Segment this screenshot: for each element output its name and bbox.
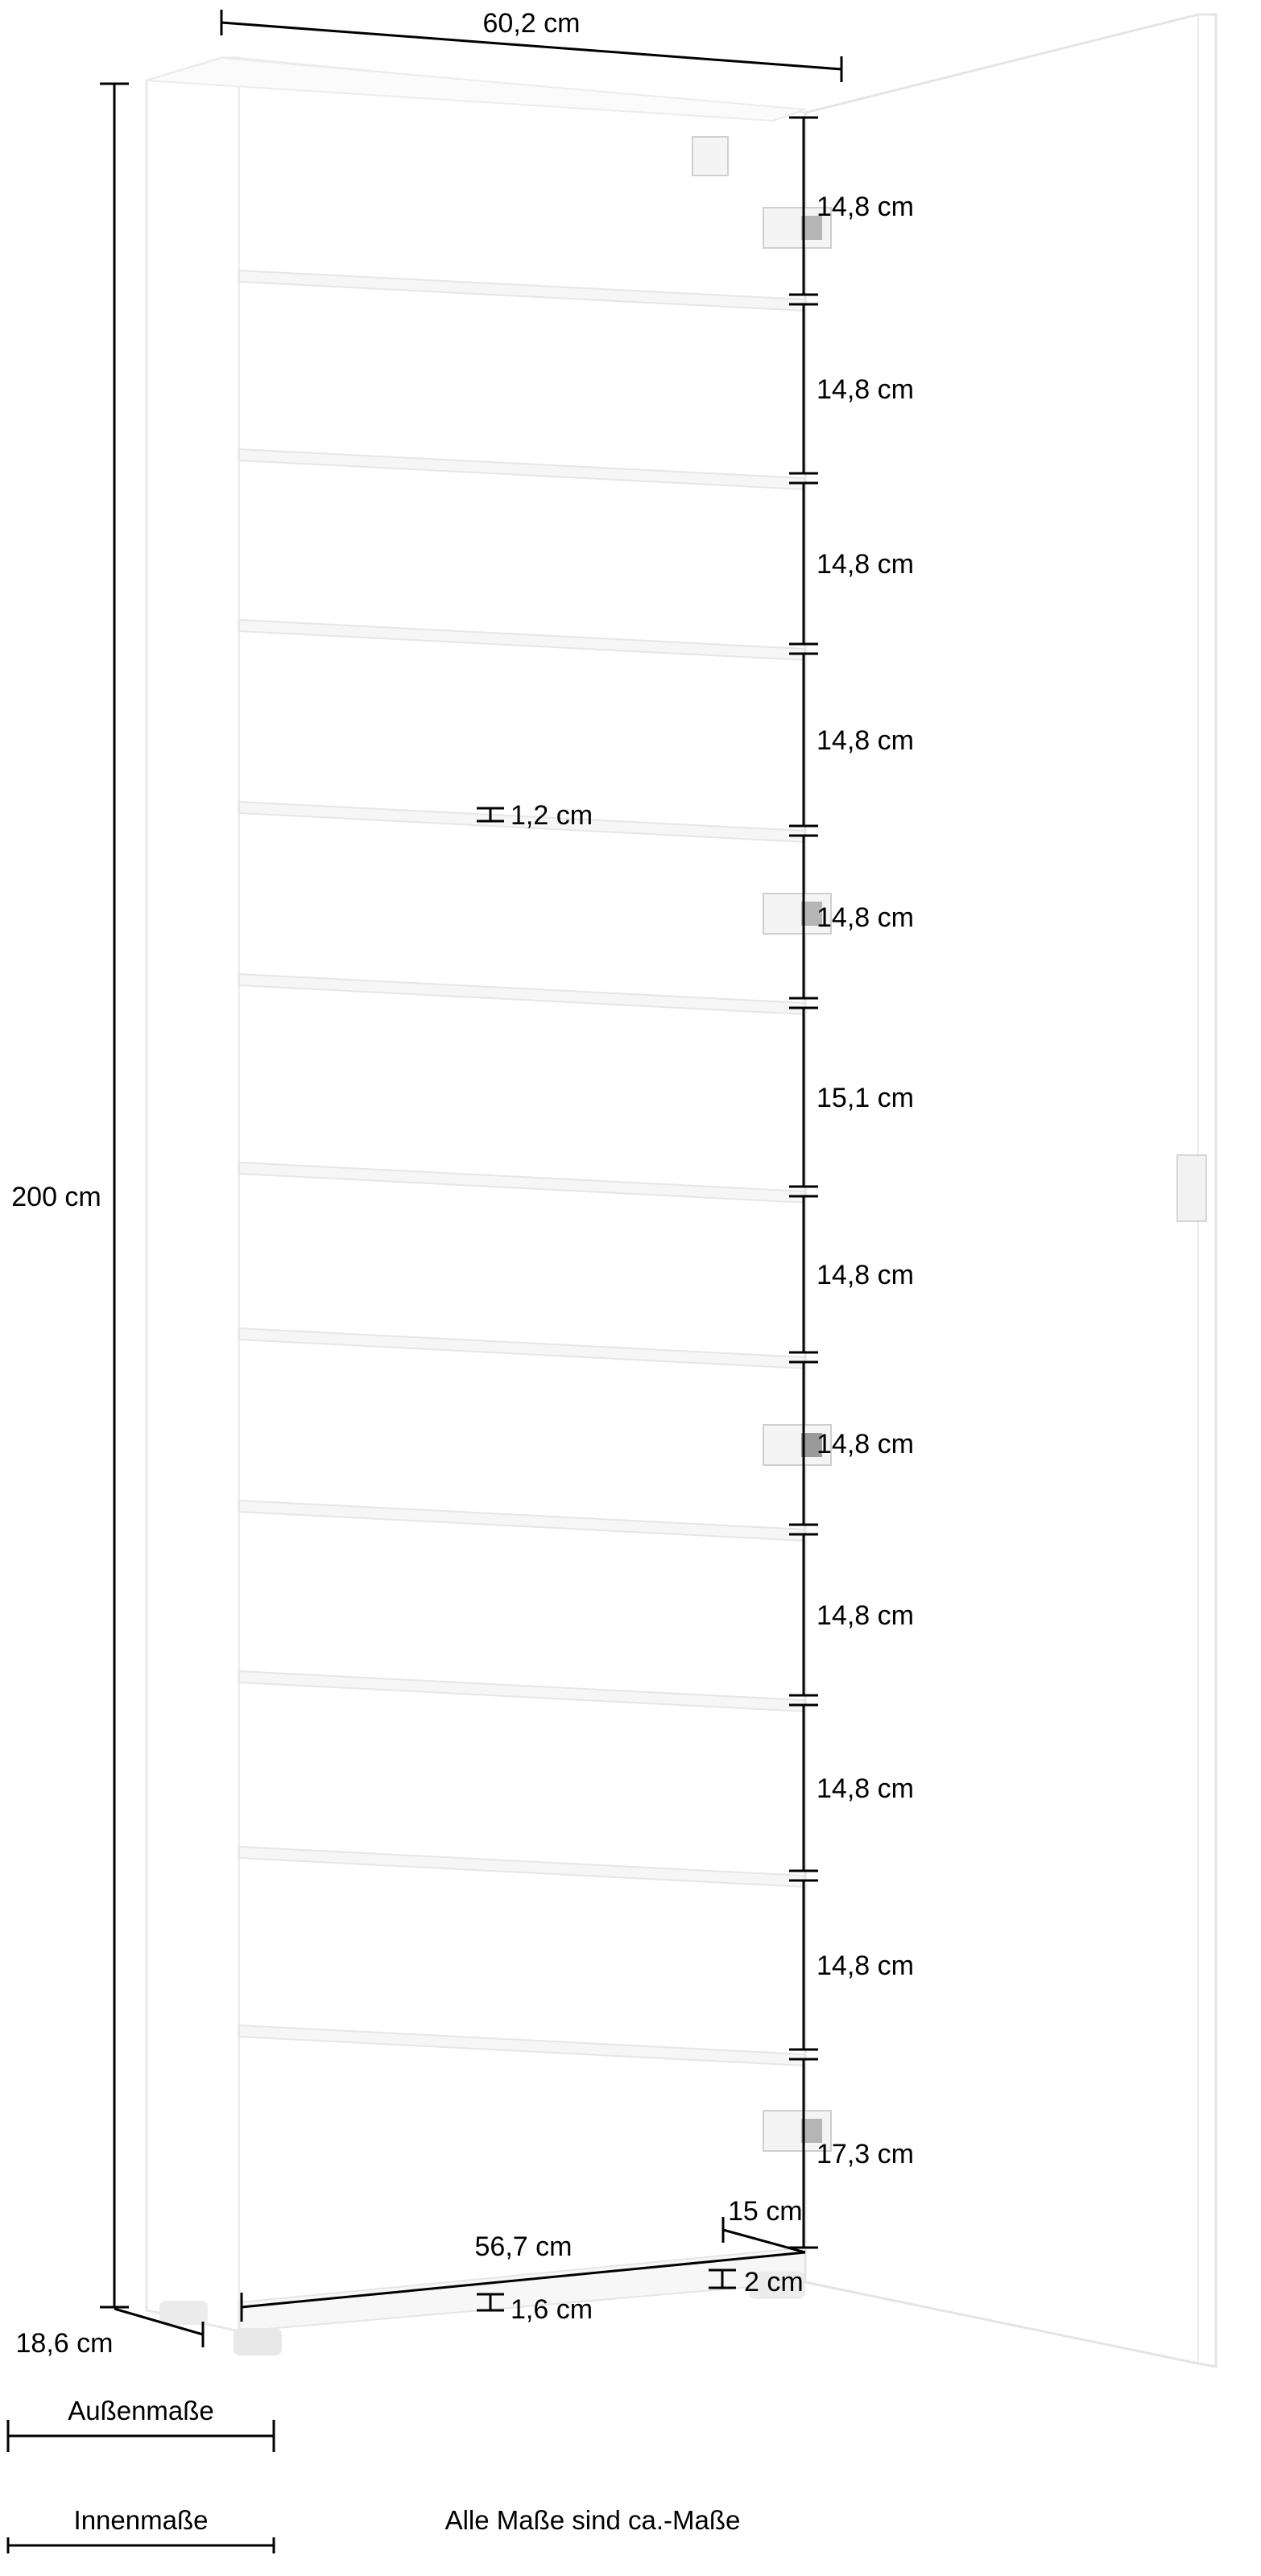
- legend-outer-label: Außenmaße: [68, 2396, 214, 2425]
- plinth-height-label: 2 cm: [744, 2267, 804, 2297]
- base-thickness-label: 1,6 cm: [511, 2294, 593, 2325]
- shelf-thickness-label: 1,2 cm: [511, 800, 593, 831]
- door-handle: [1177, 1155, 1206, 1221]
- compartment-height-label: 14,8 cm: [817, 1260, 914, 1290]
- cabinet-foot-left: [159, 2301, 208, 2325]
- compartment-height-label: 15,1 cm: [817, 1083, 914, 1113]
- compartment-height-label: 14,8 cm: [817, 1773, 914, 1804]
- overall-height-label: 200 cm: [11, 1182, 101, 1212]
- compartment-height-label: 14,8 cm: [817, 902, 914, 933]
- cabinet-illustration: [147, 14, 1216, 2367]
- cabinet-door: [805, 14, 1216, 2367]
- cabinet-side-panel: [147, 58, 239, 2331]
- overall-depth-label: 18,6 cm: [15, 2328, 114, 2359]
- legend: [8, 2396, 740, 2553]
- compartment-height-label: 14,8 cm: [817, 1429, 914, 1459]
- inner-width-label: 56,7 cm: [474, 2231, 573, 2262]
- compartment-height-label: 17,3 cm: [817, 2139, 914, 2169]
- compartment-height-label: 14,8 cm: [817, 374, 914, 405]
- legend-note: Alle Maße sind ca.-Maße: [444, 2505, 741, 2535]
- overall-height-dimension: [3, 84, 129, 2307]
- plinth-height-dimension: [709, 2267, 804, 2297]
- legend-inner-label: Innenmaße: [73, 2505, 209, 2535]
- compartment-height-label: 14,8 cm: [817, 1600, 914, 1631]
- overall-width-label: 60,2 cm: [482, 8, 581, 39]
- compartment-height-label: 14,8 cm: [817, 1951, 914, 1981]
- compartment-height-label: 14,8 cm: [817, 549, 914, 580]
- inner-depth-label: 15 cm: [728, 2196, 803, 2227]
- door-top-fitting: [693, 137, 728, 175]
- cabinet-foot-middle: [234, 2328, 282, 2355]
- compartment-height-label: 14,8 cm: [817, 725, 914, 756]
- compartment-height-label: 14,8 cm: [817, 192, 914, 222]
